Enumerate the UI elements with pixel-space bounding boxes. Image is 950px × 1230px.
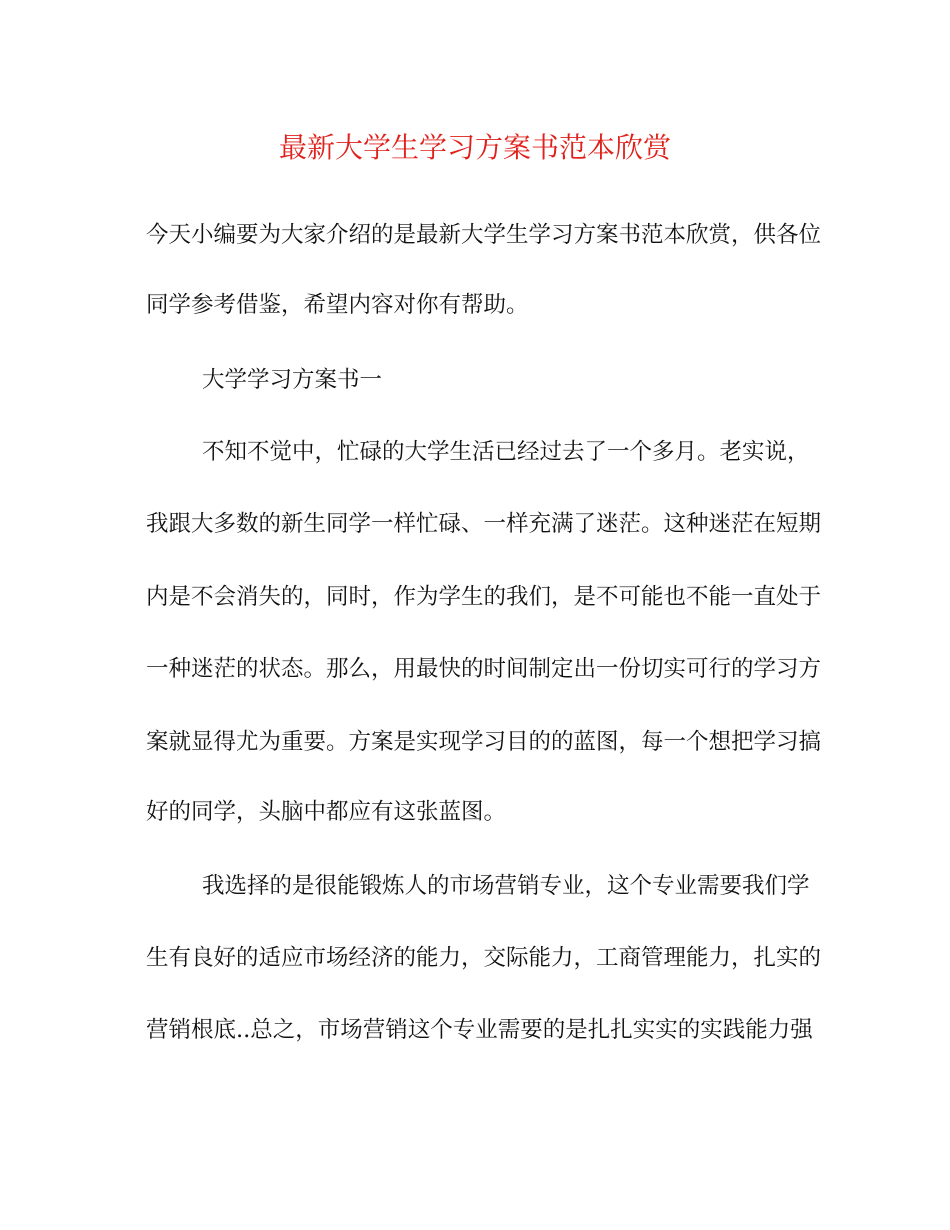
paragraph-line: 营销根底..总之，市场营销这个专业需要的是扎扎实实的实践能力强 (146, 1017, 813, 1043)
section-heading: 大学学习方案书一 (202, 367, 383, 393)
paragraph-line: 今天小编要为大家介绍的是最新大学生学习方案书范本欣赏，供各位 (146, 222, 822, 248)
paragraph-line: 一种迷茫的状态。那么，用最快的时间制定出一份切实可行的学习方 (146, 656, 822, 682)
paragraph-line: 好的同学，头脑中都应有这张蓝图。 (146, 799, 507, 825)
paragraph-line: 不知不觉中，忙碌的大学生活已经过去了一个多月。老实说， (202, 439, 810, 465)
paragraph-line: 案就显得尤为重要。方案是实现学习目的的蓝图，每一个想把学习搞 (146, 729, 822, 755)
paragraph-line: 生有良好的适应市场经济的能力，交际能力，工商管理能力，扎实的 (146, 945, 822, 971)
paragraph-line: 我选择的是很能锻炼人的市场营销专业，这个专业需要我们学 (202, 873, 810, 899)
paragraph-line: 同学参考借鉴，希望内容对你有帮助。 (146, 292, 529, 318)
paragraph-line: 我跟大多数的新生同学一样忙碌、一样充满了迷茫。这种迷茫在短期 (146, 511, 822, 537)
paragraph-line: 内是不会消失的，同时，作为学生的我们，是不可能也不能一直处于 (146, 584, 822, 610)
document-title: 最新大学生学习方案书范本欣赏 (278, 131, 671, 164)
